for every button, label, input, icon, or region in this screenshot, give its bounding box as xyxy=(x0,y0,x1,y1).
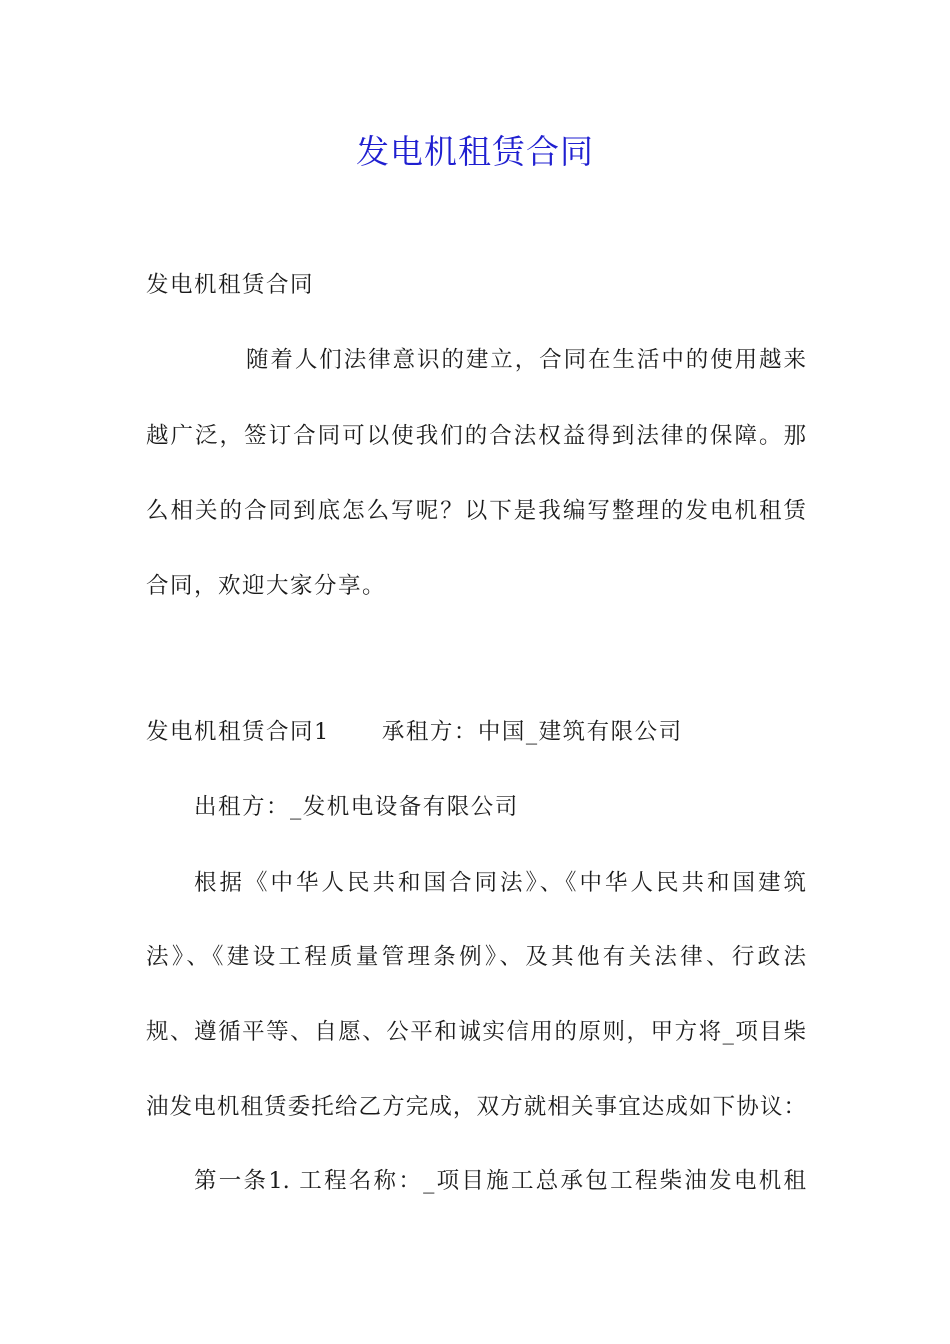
basis-line-3: 规、遵循平等、自愿、公平和诚实信用的原则，甲方将_项目柴 xyxy=(146,1019,806,1045)
page-title: 发电机租赁合同 xyxy=(356,132,594,171)
intro-line-4: 合同，欢迎大家分享。 xyxy=(146,573,387,599)
intro-line-2: 越广泛，签订合同可以使我们的合法权益得到法律的保障。那 xyxy=(146,423,806,449)
basis-line-4: 油发电机租赁委托给乙方完成，双方就相关事宜达成如下协议： xyxy=(146,1094,806,1120)
subtitle-line: 发电机租赁合同 xyxy=(146,272,315,298)
lessee-line: 承租方：中国_建筑有限公司 xyxy=(381,719,683,745)
lessor-line: 出租方：_发机电设备有限公司 xyxy=(194,794,519,820)
intro-line-3: 么相关的合同到底怎么写呢？以下是我编写整理的发电机租赁 xyxy=(146,498,806,524)
section-heading: 发电机租赁合同1 xyxy=(146,719,330,745)
article-1-line: 第一条1. 工程名称：_项目施工总承包工程柴油发电机租 xyxy=(194,1168,806,1194)
basis-line-1: 根据《中华人民共和国合同法》、《中华人民共和国建筑 xyxy=(194,870,806,896)
intro-line-1: 随着人们法律意识的建立，合同在生活中的使用越来 xyxy=(246,347,806,373)
section-heading-line xyxy=(146,715,806,749)
basis-line-2: 法》、《建设工程质量管理条例》、及其他有关法律、行政法 xyxy=(146,944,806,970)
